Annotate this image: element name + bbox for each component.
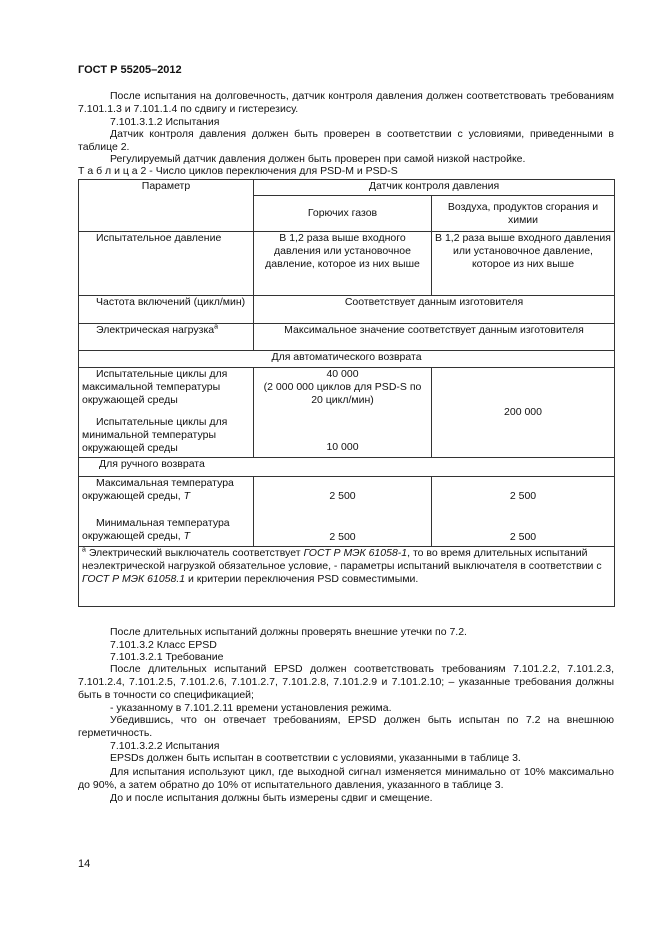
section-manual-reset: Для ручного возврата bbox=[79, 458, 615, 477]
paragraph: Убедившись, что он отвечает требованиям, EPSD должен быть испытан по 7.2 на внешнюю герметичность. bbox=[78, 714, 614, 739]
row-label-manual-min bbox=[79, 517, 254, 547]
cell-test-pressure-2: В 1,2 раза выше входного давления или установочное давление, которое из них выше bbox=[432, 232, 615, 296]
section-heading: 7.101.3.2.1 Требование bbox=[110, 651, 224, 663]
cell-manual-min-1: 2 500 bbox=[254, 517, 432, 547]
cell-frequency: Соответствует данным изготовителя bbox=[254, 296, 615, 324]
paragraph: Датчик контроля давления должен быть проверен в соответствии с условиями, приведенными в таблице 2. bbox=[78, 128, 614, 153]
cell-test-pressure-1: В 1,2 раза выше входного давления или установочное давление, которое из них выше bbox=[254, 232, 432, 296]
cell-manual-max-1: 2 500 bbox=[254, 477, 432, 517]
header-air-combustion: Воздуха, продуктов сгорания и химии bbox=[432, 196, 615, 232]
row-label-manual-max bbox=[79, 477, 254, 517]
paragraph: - указанному в 7.101.2.11 времени установления режима. bbox=[110, 702, 392, 714]
manual-max-text: Максимальная температура окружающей среды, bbox=[82, 477, 234, 502]
header-flammable-gases: Горючих газов bbox=[254, 196, 432, 232]
section-auto-reset: Для автоматического возврата bbox=[79, 351, 615, 368]
paragraph: EPSDs должен быть испытан в соответствии с условиями, указанными в таблице 3. bbox=[110, 752, 521, 764]
document-header: ГОСТ Р 55205–2012 bbox=[78, 64, 182, 76]
footnote-marker: a bbox=[82, 546, 86, 554]
cell-auto-max-2: 200 000 bbox=[432, 368, 615, 458]
section-heading: 7.101.3.2.2 Испытания bbox=[110, 740, 220, 752]
cell-auto-max-1 bbox=[254, 368, 432, 413]
footnote-mark: a bbox=[214, 323, 219, 331]
header-pressure-sensor: Датчик контроля давления bbox=[254, 180, 615, 196]
row-label-auto-max: Испытательные циклы для максимальной температуры окружающей среды bbox=[79, 368, 254, 413]
cell-manual-max-2: 2 500 bbox=[432, 477, 615, 517]
cell-electrical-load: Максимальное значение соответствует данным изготовителя bbox=[254, 324, 615, 351]
row-label-test-pressure: Испытательное давление bbox=[79, 232, 254, 296]
paragraph: Для испытания используют цикл, где выходной сигнал изменяется минимально от 10% максимально до 90%, а затем обратно до 10% от испытательного давления, указанного в таблице 3. bbox=[78, 766, 614, 791]
footnote-text: Электрический выключатель соответствует bbox=[85, 547, 304, 559]
cell-auto-min-1: 10 000 bbox=[254, 413, 432, 458]
row-label-frequency: Частота включений (цикл/мин) bbox=[79, 296, 254, 324]
footnote-ref: ГОСТ Р МЭК 61058-1 bbox=[303, 547, 408, 559]
row-label-auto-min: Испытательные циклы для минимальной температуры окружающей среды bbox=[79, 413, 254, 458]
footnote-text: и критерии переключения PSD совместимыми. bbox=[185, 573, 419, 585]
paragraph: После длительных испытаний EPSD должен соответствовать требованиям 7.101.2.2, 7.101.2.3, 7.101.2.4, 7.101.2.5, 7.101.2.6, 7.101.2.7, 7.101.2.8, 7.101.2.9 и 7.101.2.10; – указанные требования должны быть в точности со спецификацией; bbox=[78, 663, 614, 701]
paragraph: После испытания на долговечность, датчик контроля давления должен соответствовать требованиям 7.101.1.3 и 7.101.1.4 по сдвигу и гистерезису. bbox=[78, 90, 614, 115]
section-heading: 7.101.3.2 Класс EPSD bbox=[110, 639, 217, 651]
paragraph: Регулируемый датчик давления должен быть проверен при самой низкой настройке. bbox=[110, 153, 526, 165]
electrical-load-text: Электрическая нагрузка bbox=[96, 324, 215, 336]
table-2 bbox=[78, 179, 615, 607]
row-label-electrical-load bbox=[79, 324, 254, 351]
manual-max-symbol: Т bbox=[183, 490, 191, 502]
footnote-ref: ГОСТ Р МЭК 61058.1 bbox=[82, 573, 186, 585]
footnote-text: , то во время длительных испытаний неэлектрической нагрузкой обязательное условие, - параметры испытаний выключателя в соответствии с bbox=[82, 547, 602, 572]
page-number: 14 bbox=[78, 858, 91, 870]
section-heading: 7.101.3.1.2 Испытания bbox=[110, 116, 220, 128]
manual-min-text: Минимальная температура окружающей среды, bbox=[82, 516, 230, 542]
manual-min-symbol: Т bbox=[183, 529, 191, 542]
table-caption: Т а б л и ц а 2 - Число циклов переключения для PSD-M и PSD-S bbox=[78, 165, 398, 177]
header-parameter: Параметр bbox=[79, 180, 254, 232]
table-footnote bbox=[79, 547, 615, 607]
auto-max-note: (2 000 000 циклов для PSD-S по 20 цикл/мин) bbox=[263, 381, 422, 406]
paragraph: После длительных испытаний должны проверять внешние утечки по 7.2. bbox=[110, 626, 467, 638]
auto-max-value: 40 000 bbox=[326, 368, 359, 380]
paragraph: До и после испытания должны быть измерены сдвиг и смещение. bbox=[110, 792, 433, 804]
cell-manual-min-2: 2 500 bbox=[432, 517, 615, 547]
